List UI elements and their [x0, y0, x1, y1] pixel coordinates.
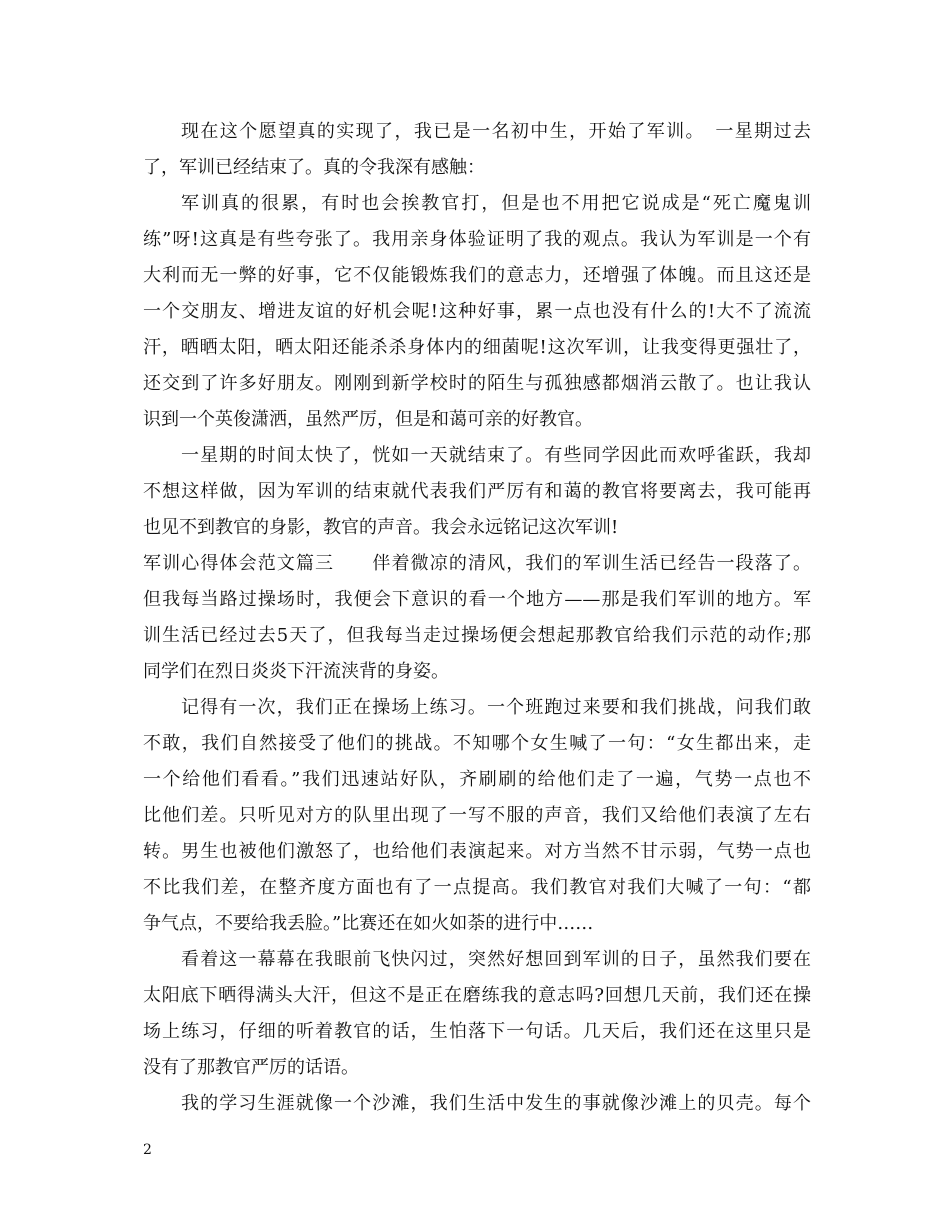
text-line: 不比我们差，在整齐度方面也有了一点提高。我们教官对我们大喊了一句：“都 [143, 877, 811, 898]
page-number: 2 [143, 1142, 152, 1158]
text-line: 训生活已经过去5天了，但我每当走过操场便会想起那教官给我们示范的动作;那 [143, 625, 811, 646]
text-line: 场上练习，仔细的听着教官的话，生怕落下一句话。几天后，我们还在这里只是 [143, 1021, 811, 1042]
text-line: 现在这个愿望真的实现了，我已是一名初中生，开始了军训。 一星期过去 [181, 121, 811, 142]
text-line: 识到一个英俊潇洒，虽然严厉，但是和蔼可亲的好教官。 [143, 409, 593, 430]
text-line: 转。男生也被他们激怒了，也给他们表演起来。对方当然不甘示弱，气势一点也 [143, 841, 811, 862]
text-line: 汗，晒晒太阳，晒太阳还能杀杀身体内的细菌呢!这次军训，让我变得更强壮了， [143, 337, 811, 358]
text-line: 一星期的时间太快了，恍如一天就结束了。有些同学因此而欢呼雀跃，我却 [181, 445, 811, 466]
text-line: 太阳底下晒得满头大汗，但这不是正在磨练我的意志吗?回想几天前，我们还在操 [143, 985, 811, 1006]
text-line: 同学们在烈日炎炎下汗流浃背的身姿。 [143, 661, 449, 682]
text-line: 也见不到教官的身影，教官的声音。我会永远铭记这次军训! [143, 517, 619, 538]
text-line: 军训心得体会范文篇三 伴着微凉的清风，我们的军训生活已经告一段落了。 [143, 553, 811, 574]
text-line: 练”呀!这真是有些夸张了。我用亲身体验证明了我的观点。我认为军训是一个有 [143, 229, 811, 250]
text-line: 争气点，不要给我丢脸。”比赛还在如火如荼的进行中…… [143, 913, 594, 934]
text-line: 还交到了许多好朋友。刚刚到新学校时的陌生与孤独感都烟消云散了。也让我认 [143, 373, 811, 394]
text-line: 比他们差。只听见对方的队里出现了一写不服的声音，我们又给他们表演了左右 [143, 805, 811, 826]
text-line: 没有了那教官严厉的话语。 [143, 1057, 359, 1078]
text-line: 记得有一次，我们正在操场上练习。一个班跑过来要和我们挑战，问我们敢 [181, 697, 811, 718]
text-line: 不想这样做，因为军训的结束就代表我们严厉有和蔼的教官将要离去，我可能再 [143, 481, 811, 502]
text-line: 大利而无一弊的好事，它不仅能锻炼我们的意志力，还增强了体魄。而且这还是 [143, 265, 811, 286]
text-line: 军训真的很累，有时也会挨教官打，但是也不用把它说成是“死亡魔鬼训 [181, 193, 811, 214]
text-line: 不敢，我们自然接受了他们的挑战。不知哪个女生喊了一句：“女生都出来，走 [143, 733, 811, 754]
text-line: 一个交朋友、增进友谊的好机会呢!这种好事，累一点也没有什么的!大不了流流 [143, 301, 811, 322]
text-line: 一个给他们看看。”我们迅速站好队，齐刷刷的给他们走了一遍，气势一点也不 [143, 769, 811, 790]
text-line: 我的学习生涯就像一个沙滩，我们生活中发生的事就像沙滩上的贝壳。每个 [181, 1093, 811, 1114]
text-line: 看着这一幕幕在我眼前飞快闪过，突然好想回到军训的日子，虽然我们要在 [181, 949, 811, 970]
text-line: 了，军训已经结束了。真的令我深有感触： [143, 157, 485, 178]
text-line: 但我每当路过操场时，我便会下意识的看一个地方——那是我们军训的地方。军 [143, 589, 811, 610]
